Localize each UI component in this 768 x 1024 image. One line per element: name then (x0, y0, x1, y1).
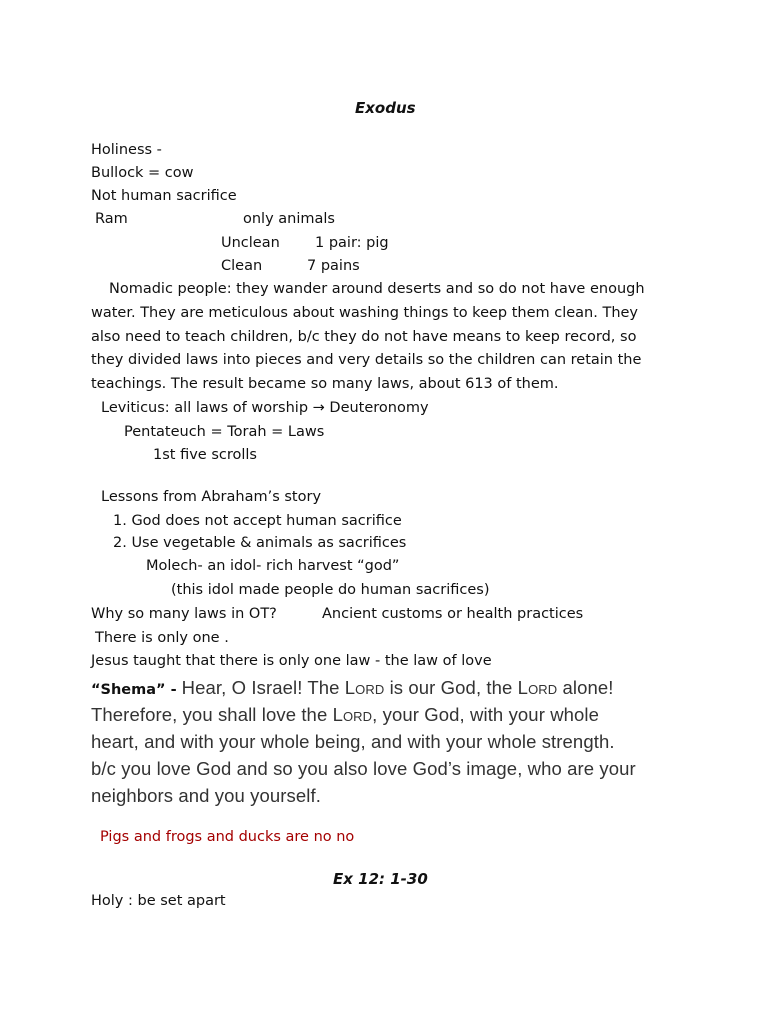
right-arrow-icon: → (312, 400, 325, 416)
text-line: Bullock = cow (91, 165, 194, 181)
text-line: Holiness - (91, 142, 162, 158)
red-note: Pigs and frogs and ducks are no no (100, 829, 355, 845)
list-item: 2. Use vegetable & animals as sacrifices (113, 535, 407, 551)
text-segment: ORD (355, 682, 385, 697)
text-line: Jesus taught that there is only one law - the law of love (91, 653, 492, 669)
text-segment: Therefore, you shall love the L (91, 704, 343, 725)
text-line: Molech- an idol- rich harvest “god” (146, 558, 400, 574)
text-line: only animals (243, 211, 335, 227)
text-line: Unclean (221, 235, 280, 251)
shema-label: “Shema” - (91, 682, 182, 698)
text-line: Holy : be set apart (91, 893, 226, 909)
shema-line: b/c you love God and so you also love God’s image, who are your (91, 758, 636, 779)
text-segment: ORD (342, 709, 373, 724)
shema-line (91, 703, 599, 729)
shema-line (91, 676, 614, 702)
section-heading: Ex 12: 1-30 (333, 870, 428, 888)
text-line: 1st five scrolls (153, 447, 257, 463)
text-line: 1 pair: pig (315, 235, 389, 251)
paragraph-line: Nomadic people: they wander around deserts and so do not have enough (109, 281, 645, 297)
shema-line: heart, and with your whole being, and with your whole strength. (91, 731, 615, 752)
text-line: Lessons from Abraham’s story (101, 489, 322, 505)
text-line: Ancient customs or health practices (322, 606, 584, 622)
paragraph-line: teachings. The result became so many laws, about 613 of them. (91, 376, 559, 392)
paragraph-line: also need to teach children, b/c they do not have means to keep record, so (91, 329, 637, 345)
text-line (101, 398, 429, 418)
text-segment: ORD (528, 682, 558, 697)
text-segment: , your God, with your whole (372, 704, 600, 725)
list-item: 1. God does not accept human sacrifice (113, 513, 402, 529)
text-line: Not human sacrifice (91, 188, 237, 204)
text-line: Pentateuch = Torah = Laws (124, 424, 325, 440)
text-segment: is our God, the L (384, 677, 529, 698)
text-segment: alone! (557, 677, 614, 698)
paragraph-line: water. They are meticulous about washing things to keep them clean. They (91, 305, 639, 321)
text-segment: Hear, O Israel! The L (181, 677, 356, 698)
shema-line: neighbors and you yourself. (91, 785, 321, 806)
text-line: Ram (95, 211, 128, 227)
text-line: 7 pains (307, 258, 360, 274)
paragraph-line: they divided laws into pieces and very details so the children can retain the (91, 352, 642, 368)
text-line: Clean (221, 258, 263, 274)
text-line: Why so many laws in OT? (91, 606, 277, 622)
text-segment: Leviticus: all laws of worship (101, 400, 309, 416)
text-line: There is only one . (95, 630, 229, 646)
text-segment: Deuteronomy (329, 400, 429, 416)
text-line: (this idol made people do human sacrifices) (171, 582, 490, 598)
page-title: Exodus (355, 99, 416, 117)
